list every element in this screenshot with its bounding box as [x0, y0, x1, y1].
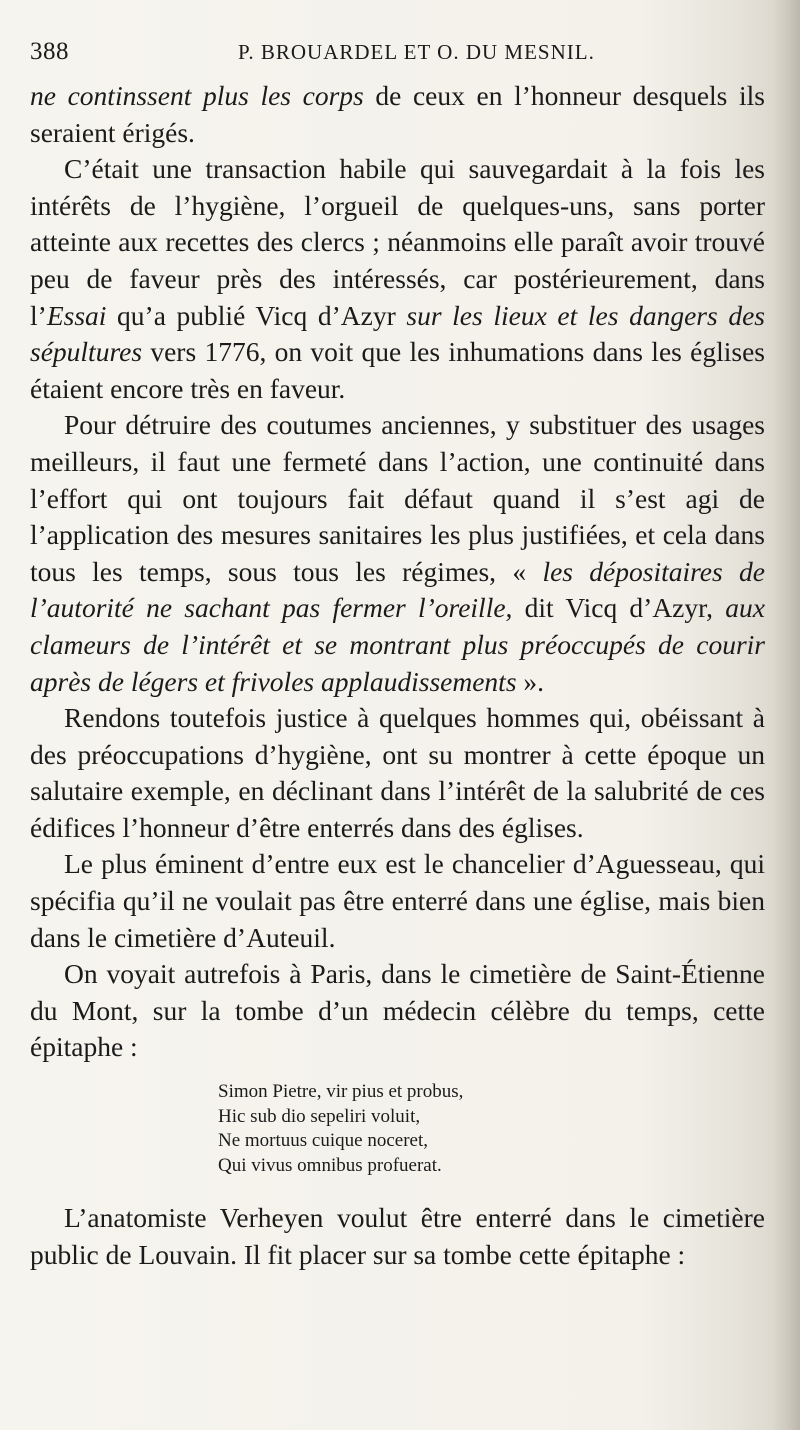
epitaph-line-1: Simon Pietre, vir pius et probus,	[218, 1081, 464, 1103]
paragraph-4: Rendons toutefois justice à quelques hommes qui, obéissant à des préoccupations d’hygiène, ont su montrer à cette époque un salutaire exemple, en déclinant dans l’intérêt de la salubrité de ces édifices l’honneur d’être enterrés dans des églises.	[30, 702, 765, 843]
paragraph-1	[30, 78, 765, 151]
paragraph-5: Le plus éminent d’entre eux est le chancelier d’Aguesseau, qui spécifia qu’il ne voulait pas être enterré dans une église, mais bien dans le cimetière d’Auteuil.	[30, 848, 765, 953]
epitaph-line-3: Ne mortuus cuique noceret,	[218, 1130, 428, 1152]
paragraph-2-text-a: C’était une transaction habile qui sauvegardait à la fois les intérêts de l’hygiène, l’orgueil de quelques-uns, sans porter atteinte aux recettes des clercs ; néanmoins elle paraît avoir trouvé peu de faveur près des intéressés, car postérieurement, dans l’	[30, 153, 765, 331]
body-text	[30, 78, 765, 1273]
paragraph-2-text-e: vers 1776, on voit que les inhumations dans les églises étaient encore très en faveur.	[30, 336, 765, 404]
paragraph-3-text-e: ».	[516, 665, 545, 697]
paragraph-3-text-c: dit Vicq d’Azyr,	[512, 592, 726, 624]
paragraph-2-text-c: qu’a publié Vicq d’Azyr	[106, 299, 407, 331]
paragraph-7: L’anatomiste Verheyen voulut être enterré dans le cimetière public de Louvain. Il fit placer sur sa tombe cette épitaphe :	[30, 1202, 765, 1270]
paragraph-3-text-a: Pour détruire des coutumes anciennes, y substituer des usages meilleurs, il faut une fermeté dans l’action, une continuité dans l’effort qui ont toujours fait défaut quand il s’est agi de l’application des mesures sanitaires les plus justifiées, et cela dans tous les temps, sous tous les régimes, «	[30, 409, 765, 587]
paragraph-1-italic: ne continssent plus les corps	[30, 80, 364, 111]
paragraph-3	[30, 407, 765, 700]
paragraph-2-italic-title: sur les lieux et les dangers des sépultures	[30, 299, 765, 368]
epitaph-verse	[218, 1080, 765, 1178]
page-number: 388	[30, 38, 69, 65]
paragraph-3-italic-quote-b: aux clameurs de l’intérêt et se montrant plus préoccupés de courir après de légers et frivoles applaudissements	[30, 592, 765, 697]
paragraph-3-italic-quote-a: les dépositaires de l’autorité ne sachant pas fermer l’oreille,	[30, 555, 765, 624]
paragraph-1-text: de ceux en l’honneur desquels ils seraient érigés.	[30, 80, 765, 148]
paragraph-2	[30, 151, 765, 407]
epitaph-line-4: Qui vivus omnibus profuerat.	[218, 1154, 442, 1176]
page-gutter-shadow	[772, 0, 800, 1430]
running-head: P. BROUARDEL ET O. DU MESNIL.	[238, 40, 595, 64]
page-header	[30, 38, 770, 74]
epitaph-line-2: Hic sub dio sepeliri voluit,	[218, 1105, 421, 1127]
paragraph-6: On voyait autrefois à Paris, dans le cimetière de Saint-Étienne du Mont, sur la tombe d’un médecin célèbre du temps, cette épitaphe :	[30, 958, 765, 1063]
paragraph-2-italic-essai: Essai	[46, 299, 107, 331]
